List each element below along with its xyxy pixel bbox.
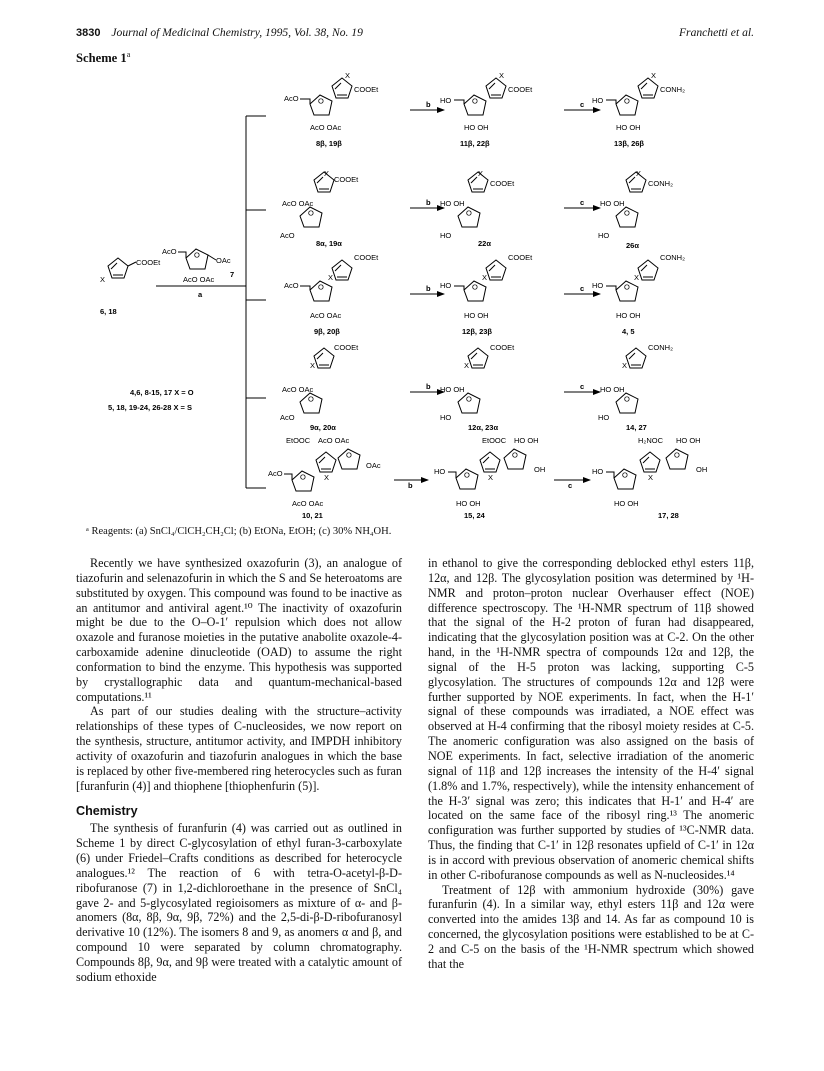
- r5-c1-aco: AcO: [268, 469, 283, 478]
- r4-c3-ho: HO: [598, 413, 610, 422]
- r1-arrow-b: b: [426, 100, 431, 109]
- r4-c1-x: X: [310, 361, 316, 370]
- r5-c2-ho: HO: [434, 467, 446, 476]
- reagent-7: [162, 247, 234, 284]
- r3-c3-hooh: HO OH: [616, 311, 641, 320]
- r3-label-2: 12β, 23β: [462, 327, 493, 336]
- r3-c3-x: X: [634, 273, 640, 282]
- scheme-footnote-mark: a: [126, 50, 131, 59]
- r4-c2-hooh: HO OH: [440, 385, 465, 394]
- r5-c2-etooc: EtOOC: [482, 436, 507, 445]
- journal-citation: Journal of Medicinal Chemistry, 1995, Vol. 38, No. 19: [111, 26, 363, 39]
- r1-arrow-c: c: [580, 100, 585, 109]
- r5-c1-etooc: EtOOC: [286, 436, 311, 445]
- r1-c1-x: X: [345, 71, 351, 80]
- r5-c1-acoac-top: AcO OAc: [318, 436, 350, 445]
- running-header: [76, 26, 754, 42]
- row-1: [284, 71, 685, 148]
- r3-label-3: 4, 5: [622, 327, 635, 336]
- r5-arrow-b: b: [408, 481, 413, 490]
- r1-c1-aco: AcO: [284, 94, 299, 103]
- r3-c1-aco: AcO: [284, 281, 299, 290]
- r3-c1-acoac: AcO OAc: [310, 311, 342, 320]
- left-column: [76, 556, 402, 985]
- r2-c2-hooh: HO OH: [440, 199, 465, 208]
- section-heading: Chemistry: [76, 803, 138, 818]
- scheme-footnote: ᵃ Reagents: (a) SnCl₄/ClCH₂CH₂Cl; (b) EtONa, EtOH; (c) 30% NH₄OH.: [86, 526, 392, 537]
- r4-c3-hooh: HO OH: [600, 385, 625, 394]
- r4-arrow-c: c: [580, 382, 585, 391]
- r5-c3-h2noc: H₂NOC: [638, 436, 663, 445]
- author-header: Franchetti et al.: [678, 26, 754, 39]
- r5-c3-hooh-top: HO OH: [676, 436, 701, 445]
- r4-c2-x: X: [464, 361, 470, 370]
- right-column: [428, 556, 754, 972]
- r3-c2-cooet: COOEt: [508, 253, 533, 262]
- r2-c2-cooet: COOEt: [490, 179, 515, 188]
- r2-label-2: 22α: [478, 239, 491, 248]
- body-paragraph: As part of our studies dealing with the structure–activity relationships of these types of C-nucleosides, we now report on the synthesis, structure, antitumor activity, and IMPDH inhibitory activity of oxazofurin and tiazofurin analogues in which the base is replaced by other five-membered ring heterocycles such as furan [furanfurin (4)] and thiophene [thiophenfurin (5)].: [76, 704, 402, 793]
- r5-c2-hooh-bottom: HO OH: [456, 499, 481, 508]
- r3-c2-ho: HO: [440, 281, 452, 290]
- r2-c1-acoac: AcO OAc: [282, 199, 314, 208]
- r3-arrow-b: b: [426, 284, 431, 293]
- r5-label-1: 10, 21: [302, 511, 323, 520]
- r3-c3-conh2: CONH₂: [660, 253, 685, 262]
- r5-c2-oh: OH: [534, 465, 546, 474]
- r5-arrow-c: c: [568, 481, 573, 490]
- r1-c3-ho: HO: [592, 96, 604, 105]
- r5-label-3: 17, 28: [658, 511, 679, 520]
- legend-x-s: 5, 18, 19-24, 26-28 X = S: [108, 403, 193, 412]
- r2-arrow-c: c: [580, 198, 585, 207]
- r2-c3-ho: HO: [598, 231, 610, 240]
- r4-c1-aco: AcO: [280, 413, 295, 422]
- sm-cooet: COOEt: [136, 258, 161, 267]
- sm-x: X: [100, 275, 106, 284]
- r2-c3-x: X: [636, 169, 642, 178]
- r5-c1-acoac-bottom: AcO OAc: [292, 499, 324, 508]
- body-paragraph: Treatment of 12β with ammonium hydroxide (30%) gave furanfurin (4). In a similar way, ethyl esters 11β and 12α were converted into the amides 13β and 14. As far as compound 10 is concerned, the glycosylation positions were established to be at C-2 and C-5 on the basis of the ¹H-NMR spectrum which showed that the: [428, 882, 754, 971]
- r2-c1-aco: AcO: [280, 231, 295, 240]
- r4-label-2: 12α, 23α: [468, 423, 499, 432]
- r5-c3-x: X: [648, 473, 654, 482]
- r3-arrow-c: c: [580, 284, 585, 293]
- r4-c1-cooet: COOEt: [334, 343, 359, 352]
- starting-material-6-18: [100, 258, 161, 316]
- r5-c2-hooh-top: HO OH: [514, 436, 539, 445]
- r2-c2-x: X: [478, 169, 484, 178]
- r5-c3-oh: OH: [696, 465, 708, 474]
- r2-c3-conh2: CONH₂: [648, 179, 673, 188]
- row-3: [284, 253, 685, 336]
- r5-c3-ho: HO: [592, 467, 604, 476]
- row-2: [280, 169, 673, 250]
- r5-c1-x: X: [324, 473, 330, 482]
- reagent7-label: 7: [230, 270, 235, 279]
- r2-label-1: 8α, 19α: [316, 239, 342, 248]
- row-4: [280, 343, 673, 432]
- r4-c2-cooet: COOEt: [490, 343, 515, 352]
- r1-c2-ho: HO: [440, 96, 452, 105]
- r1-c1-acoac: AcO OAc: [310, 123, 342, 132]
- reaction-scheme: [70, 62, 760, 520]
- arrow-a-label: a: [198, 290, 203, 299]
- r5-label-2: 15, 24: [464, 511, 485, 520]
- r3-label-1: 9β, 20β: [314, 327, 340, 336]
- body-paragraph: The synthesis of furanfurin (4) was carried out as outlined in Scheme 1 by direct C-glycosylation of ethyl furan-3-carboxylate (6) under Friedel–Crafts conditions as described for heterocycle analogues.¹² The reaction of 6 with tetra-O-acetyl-β-D-ribofuranose (7) in 1,2-dichloroethane in the presence of SnCl₄ gave 2- and 5-glycosylated regioisomers as mixture of α- and β-anomers (8α, 8β, 9α, 9β, 72%) and the 2,5-di-β-D-ribofuranosyl derivative 10 (12%). The isomers 8 and 9, as anomers α and β, and compound 10 were separated by column chromatography. Compounds 8β, 9α, and 9β were treated with a catalytic amount of sodium ethoxide: [76, 821, 402, 984]
- body-paragraph: Recently we have synthesized oxazofurin (3), an analogue of tiazofurin and selenazofurin in which the S and Se heteroatoms are substituted by oxygen. This compound was found to be inactive as an antitumor and antiviral agent.¹⁰ The inactivity of oxazofurin might be due to the O–O-1′ repulsion which does not allow oxazole and furanose moieties in the putative anabolite oxazole-4-carboxamide adenine dinucleotide (OAD) to assume the right conformation to bind the enzyme. This hypothesis was supported by crystallographic data and quantum-mechanical-based computations.¹¹: [76, 556, 402, 704]
- r5-c2-x: X: [488, 473, 494, 482]
- r7-aco: AcO: [162, 247, 177, 256]
- page-number: 3830: [76, 27, 101, 39]
- r1-c2-hooh: HO OH: [464, 123, 489, 132]
- r2-c2-ho: HO: [440, 231, 452, 240]
- r4-c3-x: X: [622, 361, 628, 370]
- r3-c2-x: X: [482, 273, 488, 282]
- r2-c3-hooh: HO OH: [600, 199, 625, 208]
- r2-label-3: 26α: [626, 241, 639, 250]
- r1-label-1: 8β, 19β: [316, 139, 342, 148]
- scheme-title-text: Scheme 1: [76, 51, 127, 66]
- r7-acoac: AcO OAc: [183, 275, 215, 284]
- r5-c1-oac: OAc: [366, 461, 381, 470]
- r4-label-1: 9α, 20α: [310, 423, 336, 432]
- r4-label-3: 14, 27: [626, 423, 647, 432]
- r1-c1-cooet: COOEt: [354, 85, 379, 94]
- r3-c1-x: X: [328, 273, 334, 282]
- r2-c1-cooet: COOEt: [334, 175, 359, 184]
- r5-c3-hooh-bottom: HO OH: [614, 499, 639, 508]
- r1-c3-x: X: [651, 71, 657, 80]
- r1-c2-x: X: [499, 71, 505, 80]
- start-label: 6, 18: [100, 307, 117, 316]
- r4-c2-ho: HO: [440, 413, 452, 422]
- r3-c2-hooh: HO OH: [464, 311, 489, 320]
- r1-label-2: 11β, 22β: [460, 139, 490, 148]
- r1-c3-hooh: HO OH: [616, 123, 641, 132]
- row-5: [268, 436, 707, 520]
- r1-c2-cooet: COOEt: [508, 85, 533, 94]
- r1-label-3: 13β, 26β: [614, 139, 645, 148]
- r4-c3-conh2: CONH₂: [648, 343, 673, 352]
- r3-c1-cooet: COOEt: [354, 253, 379, 262]
- r3-c3-ho: HO: [592, 281, 604, 290]
- r4-arrow-b: b: [426, 382, 431, 391]
- r2-arrow-b: b: [426, 198, 431, 207]
- legend-x-o: 4,6, 8-15, 17 X = O: [130, 388, 194, 397]
- r7-oac: OAc: [216, 256, 231, 265]
- r1-c3-conh2: CONH₂: [660, 85, 685, 94]
- r2-c1-x: X: [324, 169, 330, 178]
- r4-c1-acoac: AcO OAc: [282, 385, 314, 394]
- body-paragraph: in ethanol to give the corresponding deblocked ethyl esters 11β, 12α, and 12β. The glycosylation position was determined by ¹H-NMR and proton–proton nuclear Overhauser effect (NOE) difference spectroscopy. The ¹H-NMR spectrum of 11β showed that the signal of the H-2 proton of furan had disappeared, indicating that the glycosylation position was at C-2. On the other hand, in the ¹H-NMR spectra of compounds 12α and 12β, the signal of the H-5 proton was lacking, supporting C-5 glycosylation. The structures of compounds 12α and 12β were further supported by NOE experiments. In fact, when the H-1′ signal of these compounds was irradiated, a NOE effect was observed at H-4 confirming that the ribosyl moiety resides at C-5. The anomeric configuration was also assigned on the basis of NOE experiments. In fact, selective irradiation of the anomeric signal of 11β and 12β increases the intensity of the H-4′ signal (1.8% and 1.7%, respectively), while the intensity enhancement of the H-3′ signal was zero; this indicates that H-1′ and H-4′ are located on the same face of the ribosyl ring.¹³ The anomeric configuration was further supported by studies of ¹³C-NMR data. Thus, the finding that C-1′ in 12β resonates upfield of C-1′ in 12α is in accord with previous observation of anomeric chemical shifts in other C-ribofuranose compounds as well as N-nucleosides.¹⁴: [428, 556, 754, 882]
